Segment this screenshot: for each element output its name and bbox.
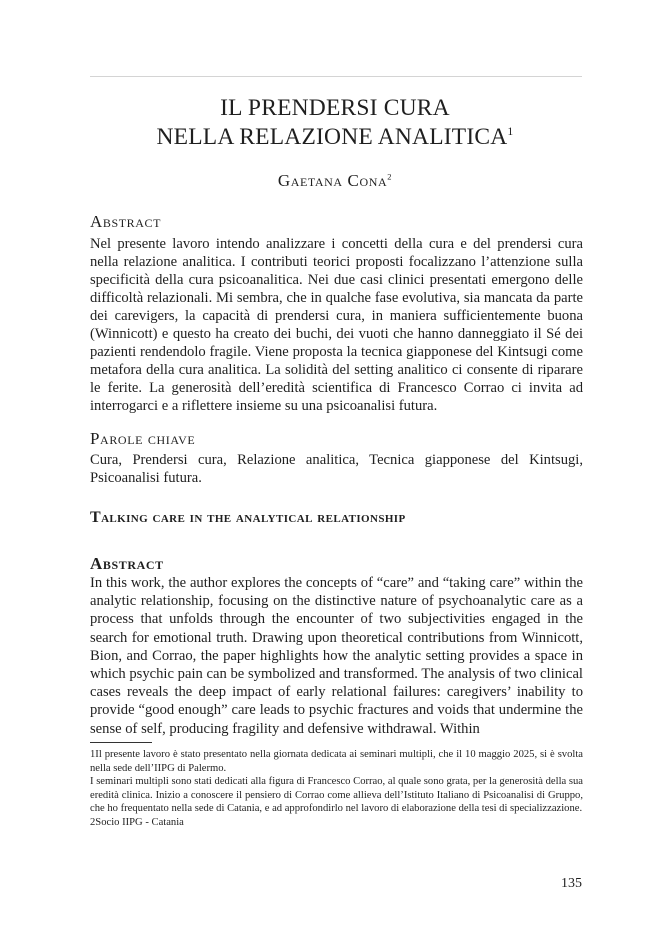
english-title: Talking care in the analytical relationship (90, 509, 406, 526)
title-line-2-text: NELLA RELAZIONE ANALITICA (156, 124, 508, 150)
title-footnote-mark: 1 (507, 125, 514, 139)
footnote-2: 2Socio IIPG - Catania (90, 816, 184, 828)
author-name-text: Gaetana Cona (277, 171, 388, 190)
title-line-1: IL PRENDERSI CURA (220, 95, 450, 121)
footnote-rule (90, 742, 152, 743)
abstract-it-text: Nel presente lavoro intendo analizzare i concetti della cura e del prendersi cura nella relazione analitica. I contributi teorici proposti focalizzano l’attenzione sulla specificità della cura psicoanalitica. Nei due casi clinici presentati emergono delle difficoltà relazionali. Mi sembra, che in qualche fase evolutiva, sia mancata da parte dei carevigers, la capacità di prendersi cura, in maniera sufficientemente buona (Winnicott) e questo ha creato dei buchi, dei vuoti che hanno danneggiato il Sé dei pazienti rendendolo fragile. Viene proposta la tecnica giapponese del Kintsugi come metafora della cura analitica. La solidità del setting analitico ci consente di riparare le ferite. La generosità dell’eredità scientifica di Francesco Corrao ci invita ad interrogarci e a riflettere insieme su una psicoanalisi futura. (90, 236, 583, 414)
author-name (60, 171, 610, 191)
footnote-1: 1Il presente lavoro è stato presentato nella giornata dedicata ai seminari multipli, che il 10 maggio 2025, si è svolta nella sede dell’IIPG di Palermo. (90, 749, 583, 774)
author-footnote-mark: 2 (387, 171, 393, 182)
keywords-text: Cura, Prendersi cura, Relazione analitica, Tecnica giapponese del Kintsugi, Psicoanalisi futura. (90, 452, 583, 486)
keywords-heading: Parole chiave (90, 429, 196, 448)
page-number: 135 (561, 876, 582, 891)
footnotes (90, 748, 583, 830)
title-line-2 (60, 123, 610, 152)
abstract-en-heading: Abstract (90, 554, 164, 573)
header-rule (90, 76, 582, 77)
footnote-1-continued: I seminari multipli sono stati dedicati alla figura di Francesco Corrao, al quale sono grata, per la generosità della sua eredità clinica. Inizio a conoscere il pensiero di Corrao come allieva dell’Istituto Italiano di Psicoanalisi di Gruppo, che ho frequentato nella sede di Catania, e ad approfondirlo nel lavoro di elaborazione della tesi di specializzazione. (90, 776, 583, 815)
article-title (60, 94, 610, 152)
abstract-it-heading: Abstract (90, 212, 162, 231)
abstract-en-text: In this work, the author explores the concepts of “care” and “taking care” within the analytic relationship, focusing on the distinctive nature of psychoanalytic care as a process that unfolds through the encounter of two subjectivities engaged in the search for emotional truth. Drawing upon theoretical contributions from Winnicott, Bion, and Corrao, the paper highlights how the analytic setting provides a space in which psychic pain can be symbolized and transformed. The analysis of two clinical cases reveals the deep impact of early relational failures: caregivers’ inability to provide “good enough” care leads to psychic fractures and voids that undermine the sense of self, producing fragility and defensive withdrawal. Within (90, 575, 583, 737)
